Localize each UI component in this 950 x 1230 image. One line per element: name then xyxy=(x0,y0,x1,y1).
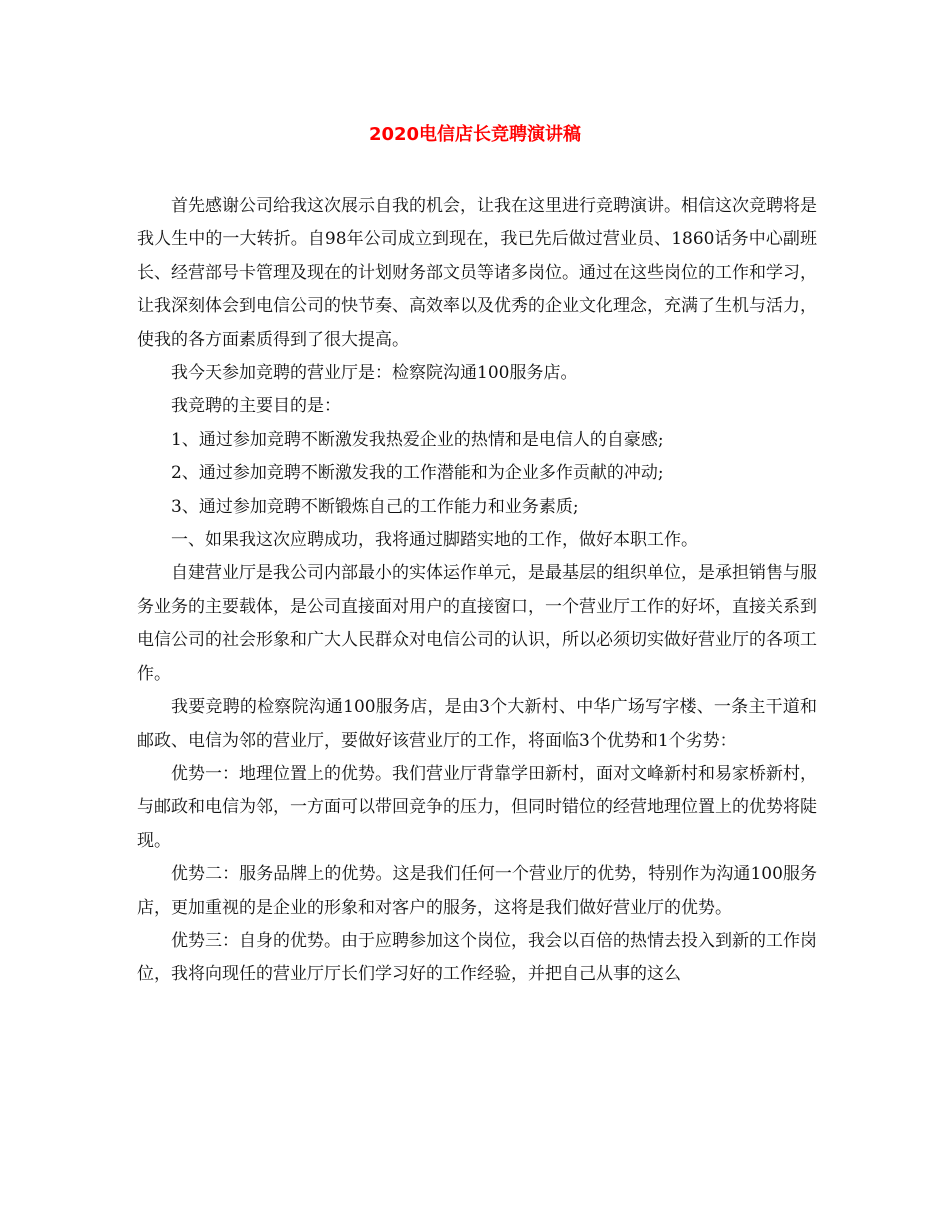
paragraph-hall-overview: 我要竞聘的检察院沟通100服务店，是由3个大新村、中华广场写字楼、一条主干道和邮政、电信为邻的营业厅，要做好该营业厅的工作，将面临3个优势和1个劣势： xyxy=(137,697,817,751)
paragraph-section-1: 一、如果我这次应聘成功，我将通过脚踏实地的工作，做好本职工作。 xyxy=(171,530,698,551)
paragraph-purpose-heading: 我竞聘的主要目的是： xyxy=(171,396,341,417)
paragraph-purpose-1: 1、通过参加竞聘不断激发我热爱企业的热情和是电信人的自豪感; xyxy=(171,429,664,450)
paragraph-purpose-2: 2、通过参加竞聘不断激发我的工作潜能和为企业多作贡献的冲动; xyxy=(171,463,664,484)
paragraph-purpose-3: 3、通过参加竞聘不断锻炼自己的工作能力和业务素质; xyxy=(171,496,579,517)
paragraph-advantage-1: 优势一：地理位置上的优势。我们营业厅背靠学田新村，面对文峰新村和易家桥新村，与邮政和电信为邻，一方面可以带回竞争的压力，但同时错位的经营地理位置上的优势将陡现。 xyxy=(137,763,817,851)
paragraph-advantage-3: 优势三：自身的优势。由于应聘参加这个岗位，我会以百倍的热情去投入到新的工作岗位，我将向现任的营业厅厅长们学习好的工作经验，并把自己从事的这么 xyxy=(137,930,817,985)
document-body xyxy=(137,190,817,992)
paragraph-advantage-2: 优势二：服务品牌上的优势。这是我们任何一个营业厅的优势，特别作为沟通100服务店，更加重视的是企业的形象和对客户的服务，这将是我们做好营业厅的优势。 xyxy=(137,864,817,918)
paragraph-store: 我今天参加竞聘的营业厅是：检察院沟通100服务店。 xyxy=(171,363,578,384)
paragraph-hall-role: 自建营业厅是我公司内部最小的实体运作单元，是最基层的组织单位，是承担销售与服务业务的主要载体，是公司直接面对用户的直接窗口，一个营业厅工作的好坏，直接关系到电信公司的社会形象和广大人民群众对电信公司的认识，所以必须切实做好营业厅的各项工作。 xyxy=(137,563,817,684)
document-title: 2020电信店长竞聘演讲稿 xyxy=(368,124,582,145)
paragraph-intro: 首先感谢公司给我这次展示自我的机会，让我在这里进行竞聘演讲。相信这次竞聘将是我人生中的一大转折。自98年公司成立到现在，我已先后做过营业员、1860话务中心副班长、经营部号卡管理及现在的计划财务部文员等诸多岗位。通过在这些岗位的工作和学习，让我深刻体会到电信公司的快节奏、高效率以及优秀的企业文化理念，充满了生机与活力，使我的各方面素质得到了很大提高。 xyxy=(137,196,817,350)
